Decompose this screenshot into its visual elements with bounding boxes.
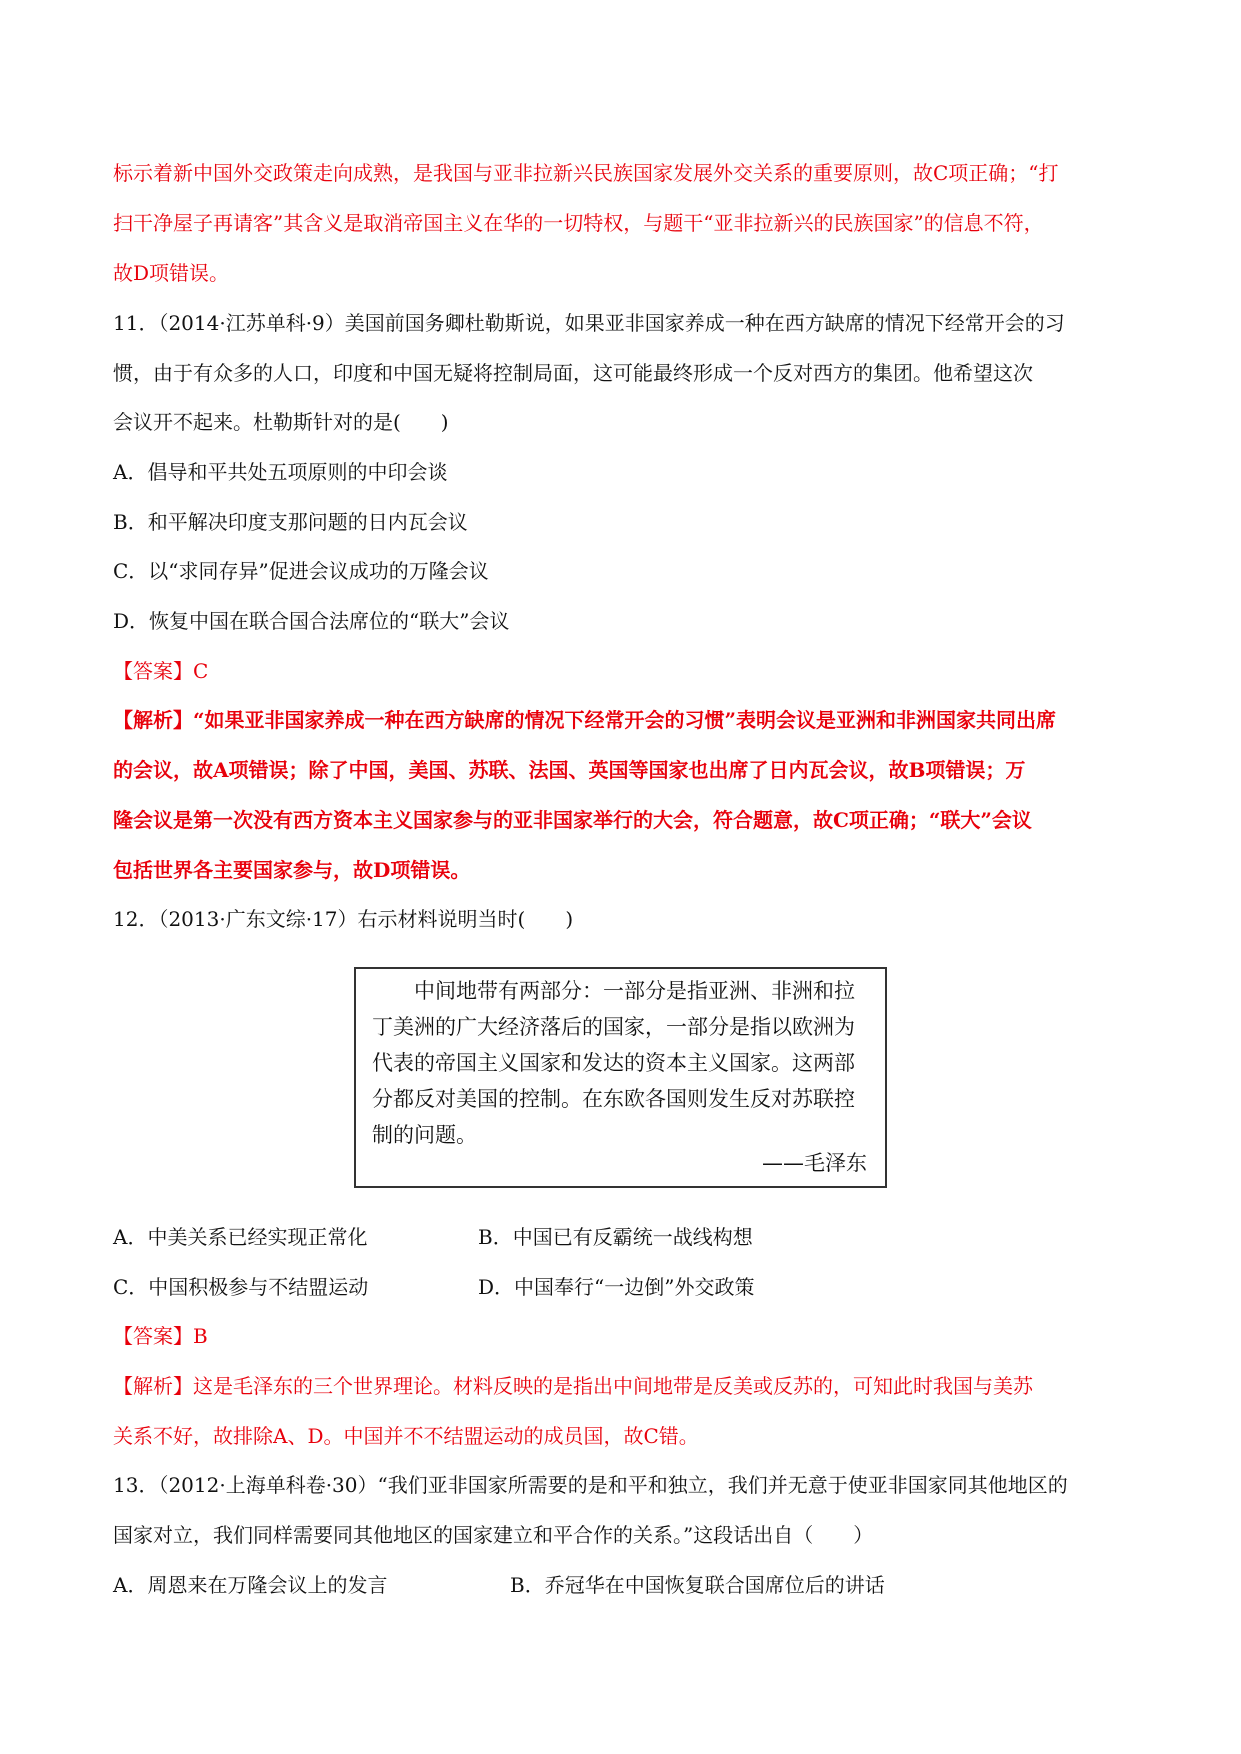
quote-author: ——毛泽东: [762, 1151, 867, 1175]
prev-explanation-line: 故D项错误。: [113, 261, 230, 285]
q12-option-a: A．中美关系已经实现正常化: [113, 1225, 368, 1249]
prev-explanation-line: 扫干净屋子再请客”其含义是取消帝国主义在华的一切特权，与题干“亚非拉新兴的民族国家”的信息不符，: [113, 211, 1044, 235]
q11-option-b: B．和平解决印度支那问题的日内瓦会议: [113, 510, 468, 534]
q13-stem-line: 国家对立，我们同样需要同其他地区的国家建立和平合作的关系。”这段话出自（ ）: [113, 1523, 874, 1547]
q11-option-a: A．倡导和平共处五项原则的中印会谈: [113, 460, 448, 484]
q12-explanation-line: 【解析】这是毛泽东的三个世界理论。材料反映的是指出中间地带是反美或反苏的，可知此时我国与美苏: [113, 1374, 1033, 1398]
quote-line: 丁美洲的广大经济落后的国家，一部分是指以欧洲为: [372, 1015, 855, 1039]
quote-line: 分都反对美国的控制。在东欧各国则发生反对苏联控: [372, 1087, 855, 1111]
q13-option-b: B．乔冠华在中国恢复联合国席位后的讲话: [510, 1573, 885, 1597]
q11-explanation-line: 隆会议是第一次没有西方资本主义国家参与的亚非国家举行的大会，符合题意，故C项正确；“联大”会议: [113, 808, 1032, 832]
q13-stem-line: 13．（2012·上海单科卷·30）“我们亚非国家所需要的是和平和独立，我们并无意于使亚非国家同其他地区的: [113, 1473, 1068, 1497]
q12-option-b: B．中国已有反霸统一战线构想: [478, 1225, 753, 1249]
q11-explanation-line: 【解析】“如果亚非国家养成一种在西方缺席的情况下经常开会的习惯”表明会议是亚洲和非洲国家共同出席: [113, 708, 1057, 732]
q13-option-a: A．周恩来在万隆会议上的发言: [113, 1573, 388, 1597]
quote-line: 代表的帝国主义国家和发达的资本主义国家。这两部: [372, 1051, 855, 1075]
q12-option-c: C．中国积极参与不结盟运动: [113, 1275, 369, 1299]
q12-option-d: D．中国奉行“一边倒”外交政策: [478, 1275, 755, 1299]
q11-answer: 【答案】C: [113, 659, 209, 683]
q12-answer: 【答案】B: [113, 1324, 208, 1348]
mao-quote-box: [354, 967, 887, 1188]
quote-line: 制的问题。: [372, 1123, 477, 1147]
q12-stem: 12．（2013·广东文综·17）右示材料说明当时( ): [113, 907, 574, 931]
q12-explanation-line: 关系不好，故排除A、D。中国并不不结盟运动的成员国，故C错。: [113, 1424, 699, 1448]
prev-explanation-line: 标示着新中国外交政策走向成熟，是我国与亚非拉新兴民族国家发展外交关系的重要原则，故C项正确；“打: [113, 161, 1059, 185]
q11-explanation-line: 包括世界各主要国家参与，故D项错误。: [113, 858, 471, 882]
q11-stem-line: 会议开不起来。杜勒斯针对的是( ): [113, 410, 449, 434]
q11-option-c: C．以“求同存异”促进会议成功的万隆会议: [113, 559, 489, 583]
q11-stem-line: 11．（2014·江苏单科·9）美国前国务卿杜勒斯说，如果亚非国家养成一种在西方缺席的情况下经常开会的习: [113, 311, 1065, 335]
q11-option-d: D．恢复中国在联合国合法席位的“联大”会议: [113, 609, 510, 633]
q11-explanation-line: 的会议，故A项错误；除了中国，美国、苏联、法国、英国等国家也出席了日内瓦会议，故B项错误；万: [113, 758, 1026, 782]
q11-stem-line: 惯，由于有众多的人口，印度和中国无疑将控制局面，这可能最终形成一个反对西方的集团。他希望这次: [113, 361, 1033, 385]
quote-line: 中间地带有两部分：一部分是指亚洲、非洲和拉: [372, 979, 855, 1003]
